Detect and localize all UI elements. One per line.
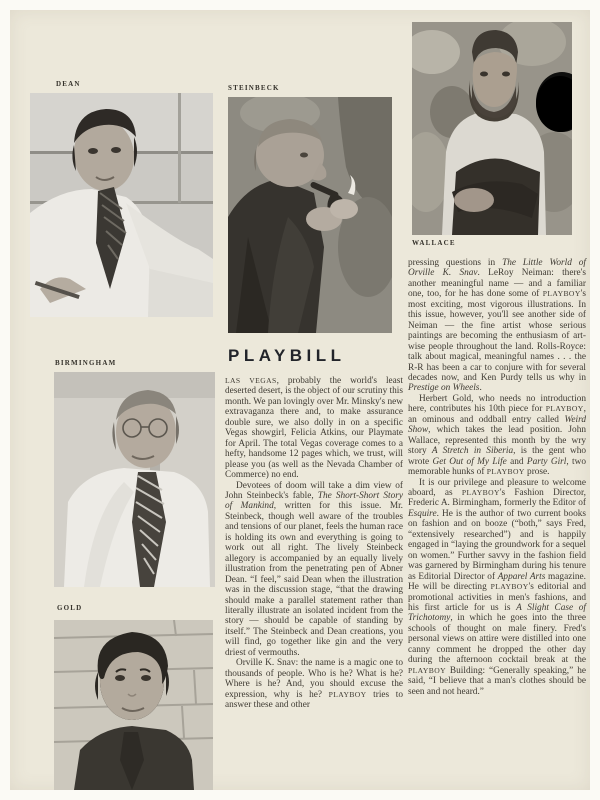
body-paragraph: Orville K. Snav: the name is a magic one to thousands of people. Who is he? What is he? Where is he? And, you should excuse the expression, why is he? PLAYBOY tries to answer these and other bbox=[225, 658, 403, 711]
wallace-photo bbox=[412, 22, 572, 235]
dean-portrait-illustration bbox=[30, 93, 213, 317]
body-column-middle bbox=[225, 376, 403, 711]
photo-label-wallace: WALLACE bbox=[412, 239, 456, 247]
photo-label-birmingham: BIRMINGHAM bbox=[55, 359, 117, 367]
birmingham-portrait-illustration bbox=[54, 372, 215, 587]
body-paragraph: It is our privilege and pleasure to welcome aboard, as PLAYBOY's Fashion Director, Frederic A. Birmingham, formerly the Editor of Esquire. He is the author of two current books on fashion and on booze (“both,” says Fred, “extensively researched”) and is happily engaged in “laying the groundwork for a sequel on women.” Further savvy in the fashion field was garnered by Birmingham during his tenure as Editorial Director of Apparel Arts magazine. He will be directing PLAYBOY's editorial and promotional activities in men's fashions, and his first article for us is A Slight Case of Trichotomy, in which he goes into the three schools of thought on male finery. Fred's personal views on attire were distilled into one canny comment he dropped the other day during the afternoon cocktail break at the PLAYBOY Building: “Generally speaking,” he said, “I believe that a man's clothes should be seen and not heard.” bbox=[408, 477, 587, 697]
gold-photo bbox=[54, 620, 213, 790]
steinbeck-portrait-illustration bbox=[228, 97, 392, 333]
body-paragraph: Devotees of doom will take a dim view of John Steinbeck's fable, The Short-Short Story of Mankind, written for this issue. Mr. Steinbeck, though well aware of the troubles and tensions of our planet, feels the human race is holding its own and everything is going to work out all right. The lively Steinbeck allegory is accompanied by an equally lively illustration from the penetrating pen of Abner Dean. “I feel,” said Dean when the illustration was in the discussion stage, “that the drawing should make a parallel statement rather than literally illustrate an isolated incident from the story — should be capable of standing by itself.” The Steinbeck and Dean creations, you will find, go together like gin and the very driest of vermouths. bbox=[225, 480, 403, 658]
magazine-paper bbox=[10, 10, 590, 790]
body-column-right bbox=[408, 258, 586, 697]
steinbeck-photo bbox=[228, 97, 392, 333]
birmingham-photo bbox=[54, 372, 215, 587]
photo-label-dean: DEAN bbox=[56, 80, 81, 88]
photo-label-steinbeck: STEINBECK bbox=[228, 84, 280, 92]
wallace-portrait-illustration bbox=[412, 22, 572, 235]
body-paragraph: pressing questions in The Little World of Orville K. Snav. LeRoy Neiman: there's another meaningful name — and a familiar one, too, for he has done some of PLAYBOY's most exciting, most vigorous illustrations. In this issue, however, you'll see another side of Neiman — the fine artist whose serious paintings are becoming the enthusiasm of art-wise people throughout the land. Rolls-Royce: talk about magical, meaningful names . . . the R-R has been a car to conjure with for several decades now, and Ken Purdy tells us why in Prestige on Wheels. bbox=[408, 258, 586, 394]
dean-photo bbox=[30, 93, 213, 317]
gold-portrait-illustration bbox=[54, 620, 213, 790]
body-paragraph: LAS VEGAS, probably the world's least deserted desert, is the object of our scrutiny this month. We pan lovingly over Mr. Minsky's new extravaganza there and, to make assurance double sure, we also dolly in on a specific Vegas showgirl, Felicia Atkins, our Playmate for April. The total Vegas coverage comes to a hefty, handsome 12 pages which, we trust, will please you (as well as the Nevada Chamber of Commerce) no end. bbox=[225, 376, 403, 481]
body-paragraph: Herbert Gold, who needs no introduction here, contributes his 10th piece for PLAYBOY, an ominous and oddball entry called Weird Show, which takes the lead position. John Wallace, represented this month by the wry story A Stretch in Siberia, is the gent who wrote Get Out of My Life and Party Girl, two memorable hunks of PLAYBOY prose. bbox=[408, 393, 587, 478]
page-title: PLAYBILL bbox=[228, 346, 346, 365]
photo-label-gold: GOLD bbox=[57, 604, 83, 612]
